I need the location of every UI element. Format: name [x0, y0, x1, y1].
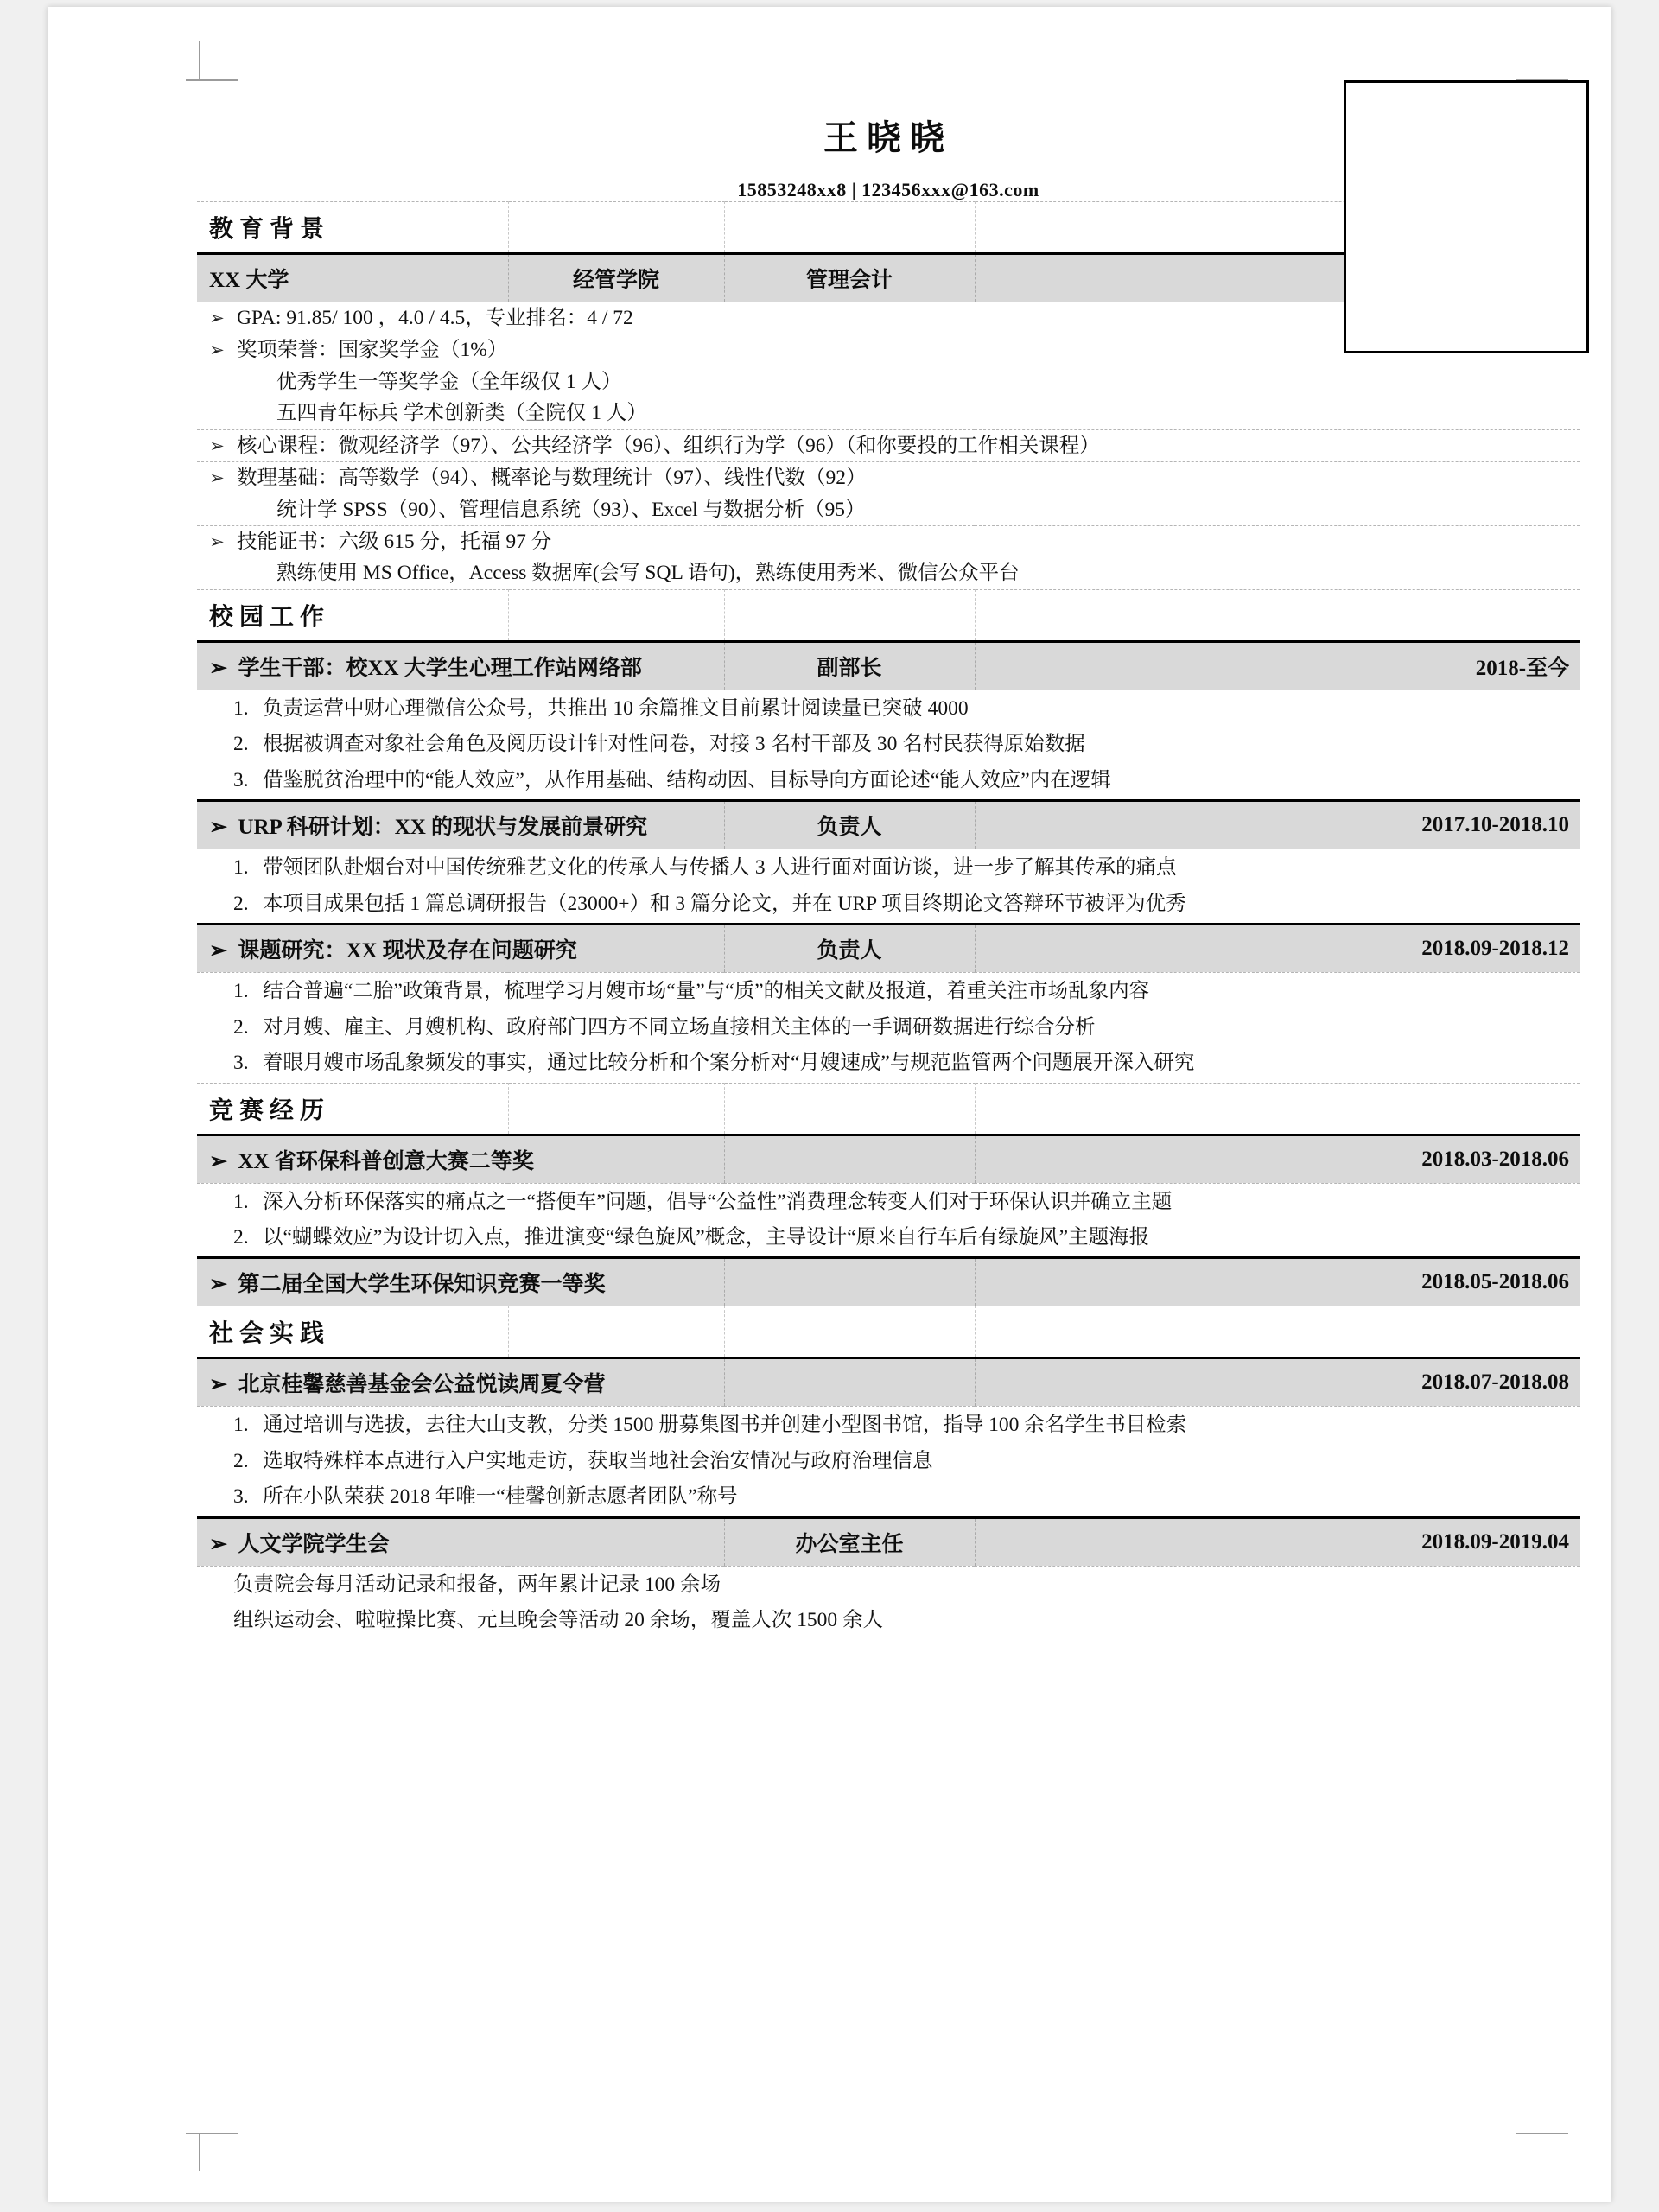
entry-header-row[interactable]: [197, 1358, 1580, 1407]
list-item-number: 3.: [233, 1052, 249, 1075]
entry-header-row[interactable]: [197, 1258, 1580, 1306]
bullet-arrow-icon: ➢: [209, 467, 225, 489]
bullet-row: [197, 525, 1580, 588]
entry-table: [197, 1516, 1580, 1566]
bullet-line: [197, 526, 1580, 589]
entry-date: 2018.09-2019.04: [975, 1517, 1580, 1566]
list-item-number: 2.: [233, 733, 249, 756]
list-item: 组织运动会、啦啦操比赛、元旦晚会等活动 20 余场，覆盖人次 1500 余人: [233, 1609, 883, 1632]
entry-role: [724, 1258, 975, 1306]
entry-table: [197, 640, 1580, 690]
bullet-text: 技能证书：六级 615 分，托福 97 分 熟练使用 MS Office，Access 数据库(会写 SQL 语句)，熟练使用秀米、微信公众平台: [237, 526, 1580, 589]
detail-list: [197, 692, 1580, 798]
bullet-row: [197, 462, 1580, 525]
entry-header-row[interactable]: [197, 1517, 1580, 1566]
list-item: 1. 深入分析环保落实的痛点之一“搭便车”问题，倡导“公益性”消费理念转变人们对于环保认识并确立主题: [197, 1185, 1580, 1219]
detail-table: [197, 1406, 1580, 1516]
entry-date: 2018-至今: [975, 641, 1580, 690]
list-item-number: 1.: [233, 856, 249, 880]
detail-list: [197, 851, 1580, 921]
bullet-arrow-icon: ➢: [209, 435, 225, 456]
entry-role: [724, 1358, 975, 1407]
bullet-arrow-icon: ➢: [209, 1373, 238, 1397]
bullet-arrow-icon: ➢: [209, 816, 238, 840]
page-title: 王晓晓: [823, 118, 953, 157]
section-table-social-practice: [197, 1306, 1580, 1357]
entry-date: 2018.05-2018.06: [975, 1258, 1580, 1306]
list-item-number: 2.: [233, 1226, 249, 1249]
list-item: 负责院会每月活动记录和报备，两年累计记录 100 余场: [233, 1573, 721, 1596]
list-item-number: 1.: [233, 980, 249, 1003]
section-title-social-practice: 社会实践: [209, 1320, 331, 1348]
detail-table: [197, 1183, 1580, 1257]
bullet-subline: 五四青年标兵 学术创新类（全院仅 1 人）: [276, 402, 647, 425]
list-item: 3. 借鉴脱贫治理中的“能人效应”，从作用基础、结构动因、目标导向方面论述“能人效应”内在逻辑: [197, 764, 1580, 798]
entry-header-row[interactable]: [197, 641, 1580, 690]
bullet-table: [197, 461, 1580, 525]
crop-mark-bottom-right-horizontal: [1516, 2133, 1568, 2134]
entry-role: 负责人: [724, 925, 975, 973]
bullet-subline: 熟练使用 MS Office，Access 数据库(会写 SQL 语句)，熟练使用秀米、微信公众平台: [276, 562, 1020, 585]
list-item-number: 2.: [233, 1449, 249, 1472]
bullet-table: [197, 525, 1580, 589]
entry-table: [197, 923, 1580, 972]
crop-mark-top-left-horizontal: [186, 79, 238, 81]
crop-mark-top-left-vertical: [199, 41, 200, 80]
entry-role: 负责人: [724, 801, 975, 849]
list-item: 1. 负责运营中财心理微信公众号，共推出 10 余篇推文目前累计阅读量已突破 4000: [197, 692, 1580, 726]
entry-title: ➢ 课题研究：XX 现状及存在问题研究: [197, 925, 724, 973]
detail-row: [197, 973, 1580, 1083]
entry-date: 2017.10-2018.10: [975, 801, 1580, 849]
bullet-arrow-icon: ➢: [209, 340, 225, 361]
list-item-number: 2.: [233, 892, 249, 915]
contact-line: 15853248xx8 | 123456xxx@163.com: [737, 179, 1039, 200]
detail-row: [197, 849, 1580, 923]
section-header-row: [197, 1306, 1580, 1357]
bullet-arrow-icon: ➢: [209, 1149, 238, 1173]
bullet-arrow-icon: ➢: [209, 531, 225, 552]
detail-table: [197, 690, 1580, 799]
list-item-number: 3.: [233, 1485, 249, 1509]
entry-title: ➢ 第二届全国大学生环保知识竞赛一等奖: [197, 1258, 724, 1306]
entry-table: [197, 1134, 1580, 1183]
entry-header-row[interactable]: [197, 925, 1580, 973]
detail-list: [197, 1185, 1580, 1255]
entry-role: 办公室主任: [724, 1517, 975, 1566]
bullet-arrow-icon: ➢: [209, 656, 238, 680]
bullet-table: [197, 429, 1580, 461]
bullet-arrow-icon: ➢: [209, 1273, 238, 1297]
detail-table: [197, 849, 1580, 923]
bullet-row: [197, 429, 1580, 461]
bullet-subline: 优秀学生一等奖学金（全年级仅 1 人）: [276, 370, 622, 393]
list-item-number: 1.: [233, 696, 249, 720]
bullet-subline: 统计学 SPSS（90）、管理信息系统（93）、Excel 与数据分析（95）: [276, 498, 866, 521]
bullet-text: 奖项荣誉：国家奖学金（1%） 优秀学生一等奖学金（全年级仅 1 人） 五四青年标兵 学术创新类（全院仅 1 人）: [237, 334, 1580, 429]
education-school: XX 大学: [197, 254, 508, 302]
detail-table: [197, 1566, 1580, 1640]
detail-row: [197, 1183, 1580, 1256]
list-item-number: 3.: [233, 768, 249, 791]
bullet-arrow-icon: ➢: [209, 939, 238, 963]
detail-table: [197, 972, 1580, 1082]
crop-mark-bottom-left-vertical: [199, 2133, 200, 2171]
bullet-line: [197, 462, 1580, 525]
entry-date: 2018.03-2018.06: [975, 1135, 1580, 1183]
list-item-number: 2.: [233, 1015, 249, 1039]
education-major: 管理会计: [724, 254, 975, 302]
entry-role: [724, 1135, 975, 1183]
bullet-line: [197, 430, 1580, 461]
entry-header-row[interactable]: [197, 1135, 1580, 1183]
resume-page: [48, 7, 1611, 2202]
section-title-competition: 竞赛经历: [209, 1096, 331, 1124]
detail-row: [197, 1407, 1580, 1516]
entry-role: 副部长: [724, 641, 975, 690]
resume-body: [197, 201, 1580, 1640]
bullet-text: 核心课程：微观经济学（97）、公共经济学（96）、组织行为学（96）（和你要投的工作相关课程）: [237, 434, 1100, 457]
section-table-campus-work: [197, 589, 1580, 640]
entry-title: ➢ URP 科研计划：XX 的现状与发展前景研究: [197, 801, 724, 849]
entry-header-row[interactable]: [197, 801, 1580, 849]
photo-placeholder-box: [1344, 80, 1589, 353]
list-item: 2. 对月嫂、雇主、月嫂机构、政府部门四方不同立场直接相关主体的一手调研数据进行综合分析: [197, 1011, 1580, 1045]
list-item: 1. 通过培训与选拔，去往大山支教，分类 1500 册募集图书并创建小型图书馆，指导 100 余名学生书目检索: [197, 1408, 1580, 1442]
list-item: 2. 根据被调查对象社会角色及阅历设计针对性问卷，对接 3 名村干部及 30 名村民获得原始数据: [197, 728, 1580, 761]
detail-row: [197, 1566, 1580, 1639]
list-item: 3. 着眼月嫂市场乱象频发的事实，通过比较分析和个案分析对“月嫂速成”与规范监管两个问题展开深入研究: [197, 1046, 1580, 1080]
entry-table: [197, 1357, 1580, 1406]
education-college: 经管学院: [508, 254, 724, 302]
bullet-arrow-icon: ➢: [209, 1532, 238, 1556]
bullet-arrow-icon: ➢: [209, 308, 225, 328]
list-item-number: 1.: [233, 1190, 249, 1213]
crop-mark-bottom-left-horizontal: [186, 2133, 238, 2134]
entry-date: 2018.09-2018.12: [975, 925, 1580, 973]
entry-title: ➢ 学生干部：校XX 大学生心理工作站网络部: [197, 641, 724, 690]
section-title-education: 教育背景: [209, 216, 331, 243]
list-item: 2. 本项目成果包括 1 篇总调研报告（23000+）和 3 篇分论文，并在 URP 项目终期论文答辩环节被评为优秀: [197, 887, 1580, 921]
entry-table: [197, 799, 1580, 849]
section-header-row: [197, 1083, 1580, 1134]
entry-title: ➢ 人文学院学生会: [197, 1517, 724, 1566]
entry-table: [197, 1256, 1580, 1306]
list-item: 3. 所在小队荣获 2018 年唯一“桂馨创新志愿者团队”称号: [197, 1480, 1580, 1514]
section-title-campus-work: 校园工作: [209, 603, 331, 631]
detail-list: [197, 1408, 1580, 1514]
detail-list: [197, 975, 1580, 1080]
section-header-row: [197, 589, 1580, 640]
bullet-text: 数理基础：高等数学（94）、概率论与数理统计（97）、线性代数（92） 统计学 SPSS（90）、管理信息系统（93）、Excel 与数据分析（95）: [237, 462, 1580, 525]
list-item: 1. 结合普遍“二胎”政策背景，梳理学习月嫂市场“量”与“质”的相关文献及报道，着重关注市场乱象内容: [197, 975, 1580, 1008]
detail-row: [197, 690, 1580, 799]
entry-title: ➢ 北京桂馨慈善基金会公益悦读周夏令营: [197, 1358, 724, 1407]
entry-title: ➢ XX 省环保科普创意大赛二等奖: [197, 1135, 724, 1183]
list-item: 2. 选取特殊样本点进行入户实地走访，获取当地社会治安情况与政府治理信息: [197, 1445, 1580, 1478]
bullet-text: GPA: 91.85/ 100 ，4.0 / 4.5，专业排名：4 / 72: [237, 307, 633, 329]
list-item: 1. 带领团队赴烟台对中国传统雅艺文化的传承人与传播人 3 人进行面对面访谈，进一步了解其传承的痛点: [197, 851, 1580, 885]
entry-date: 2018.07-2018.08: [975, 1358, 1580, 1407]
section-table-competition: [197, 1083, 1580, 1134]
list-item: 2. 以“蝴蝶效应”为设计切入点，推进演变“绿色旋风”概念，主导设计“原来自行车后有绿旋风”主题海报: [197, 1221, 1580, 1255]
list-item-number: 1.: [233, 1414, 249, 1437]
